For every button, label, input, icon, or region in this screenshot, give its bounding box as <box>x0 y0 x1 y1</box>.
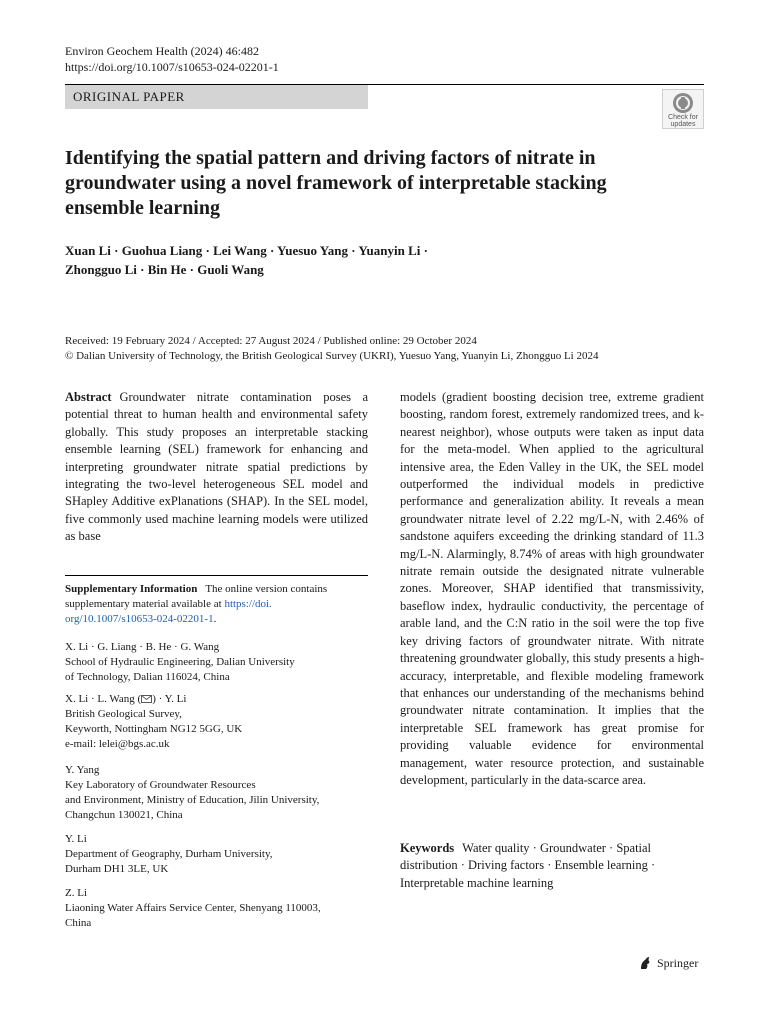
copyright-notice: © Dalian University of Technology, the British Geological Survey (UKRI), Yuesuo Yang, Yuanyin Li, Zhongguo Li 2024 <box>65 350 599 362</box>
author-list <box>65 241 685 279</box>
affiliation-5 <box>65 886 368 931</box>
affiliation-names: X. Li · G. Liang · B. He · G. Wang <box>65 641 220 653</box>
check-updates-line1: Check for <box>668 114 698 121</box>
affiliation-line: and Environment, Ministry of Education, Jilin University, <box>65 794 320 806</box>
affiliation-line: Key Laboratory of Groundwater Resources <box>65 779 256 791</box>
affiliation-line: Liaoning Water Affairs Service Center, Shenyang 110003, <box>65 902 321 914</box>
abstract-left-column <box>65 389 368 546</box>
abstract-text-left: Groundwater nitrate contamination poses a potential threat to human health and environmental safety globally. This study proposes an interpretable stacking ensemble learning (SEL) framework for enhancing and interpreting groundwater nitrate spatial predictions by integrating the two-level heterogeneous SEL model and SHapley Additive exPlanations (SHAP). In the SEL model, five commonly used machine learning models were utilized as base <box>65 390 368 544</box>
abstract-text-right: models (gradient boosting decision tree, extreme gradient boosting, random forest, extremely randomized trees, and k-nearest neighbor), whose outputs were taken as input data for the meta-model. When applied to the agricultural intensive area, the Eden Valley in the UK, the SEL model outperformed the individual models in predictive performance and generalization ability. It reveals a mean groundwater nitrate level of 2.22 mg/L-N, with 2.46% of sandstone aquifers exceeding the drinking standard of 11.3 mg/L-N. Alarmingly, 8.74% of areas with high groundwater nitrate remain outside the designated nitrate vulnerable zones. Moreover, SHAP identified that transmissivity, baseflow index, hydraulic conductivity, the percentage of arable land, and the C:N ratio in the soil were the top five key driving factors of groundwater nitrate. With nitrate threatening groundwater globally, this study presents a high-accuracy, interpretable, and flexible modeling framework that enhances our understanding of the mechanisms behind groundwater nitrate contamination. It implies that the interpretable SEL framework has great promise for providing valuable evidence for environmental management, water resource protection, and sustainable development, particularly in the data-scarce area. <box>400 390 704 787</box>
supplementary-link[interactable]: https://doi. org/10.1007/s10653-024-02201-1 <box>65 598 272 625</box>
affiliation-1 <box>65 640 368 685</box>
keywords-label: Keywords <box>400 841 455 855</box>
affiliation-line: British Geological Survey, <box>65 708 182 720</box>
keywords-block <box>400 840 704 892</box>
supplementary-text: The online version contains supplementary material available at <box>65 583 328 610</box>
affiliation-names: X. Li · L. Wang ( ) · Y. Li <box>65 693 187 705</box>
author-line-1: Xuan Li · Guohua Liang · Lei Wang · Yuesuo Yang · Yuanyin Li · <box>65 243 428 258</box>
affiliation-names: Y. Li <box>65 833 87 845</box>
article-type-banner: ORIGINAL PAPER <box>65 85 368 109</box>
affiliation-2 <box>65 692 368 752</box>
affiliation-line: Keyworth, Nottingham NG12 5GG, UK <box>65 723 243 735</box>
publisher-logo <box>638 955 698 971</box>
abstract-right-column <box>400 389 704 789</box>
supplementary-label: Supplementary Information <box>65 583 198 595</box>
check-updates-line2: updates <box>670 121 696 128</box>
abstract-label: Abstract <box>65 390 112 404</box>
publisher-name: Springer <box>657 956 699 970</box>
affiliation-line: China <box>65 917 92 929</box>
affiliation-line: Durham DH1 3LE, UK <box>65 863 169 875</box>
article-title: Identifying the spatial pattern and driving factors of nitrate in groundwater using a novel framework of interpretable stacking ensemble learning <box>65 147 607 219</box>
affiliation-line: of Technology, Dalian 116024, China <box>65 671 230 683</box>
affiliation-line: Changchun 130021, China <box>65 809 183 821</box>
affiliation-line: School of Hydraulic Engineering, Dalian University <box>65 656 295 668</box>
publication-info <box>65 334 705 364</box>
footnote-rule <box>65 575 368 576</box>
affiliation-4 <box>65 832 368 877</box>
affiliation-line: Department of Geography, Durham University, <box>65 848 273 860</box>
check-for-updates-badge[interactable] <box>662 89 704 129</box>
affiliation-names: Y. Yang <box>65 764 100 776</box>
check-updates-icon <box>672 92 694 114</box>
affiliation-email[interactable]: e-mail: lelei@bgs.ac.uk <box>65 738 170 750</box>
affiliation-names: Z. Li <box>65 887 87 899</box>
journal-citation: Environ Geochem Health (2024) 46:482 <box>65 44 259 58</box>
publication-dates: Received: 19 February 2024 / Accepted: 27 August 2024 / Published online: 29 October 2024 <box>65 335 477 347</box>
supplementary-info: Supplementary Information The online version contains supplementary material available at https://doi. org/10.1007/s10653-024-02201-1. <box>65 583 328 625</box>
affiliation-3 <box>65 763 368 823</box>
journal-header <box>65 43 279 75</box>
journal-doi[interactable]: https://doi.org/10.1007/s10653-024-02201-1 <box>65 60 279 74</box>
author-line-2: Zhongguo Li · Bin He · Guoli Wang <box>65 262 264 277</box>
keywords-text: Water quality · Groundwater · Spatial distribution · Driving factors · Ensemble learning · Interpretable machine learning <box>400 841 656 890</box>
envelope-icon[interactable] <box>141 695 152 703</box>
springer-horse-icon <box>638 956 652 970</box>
